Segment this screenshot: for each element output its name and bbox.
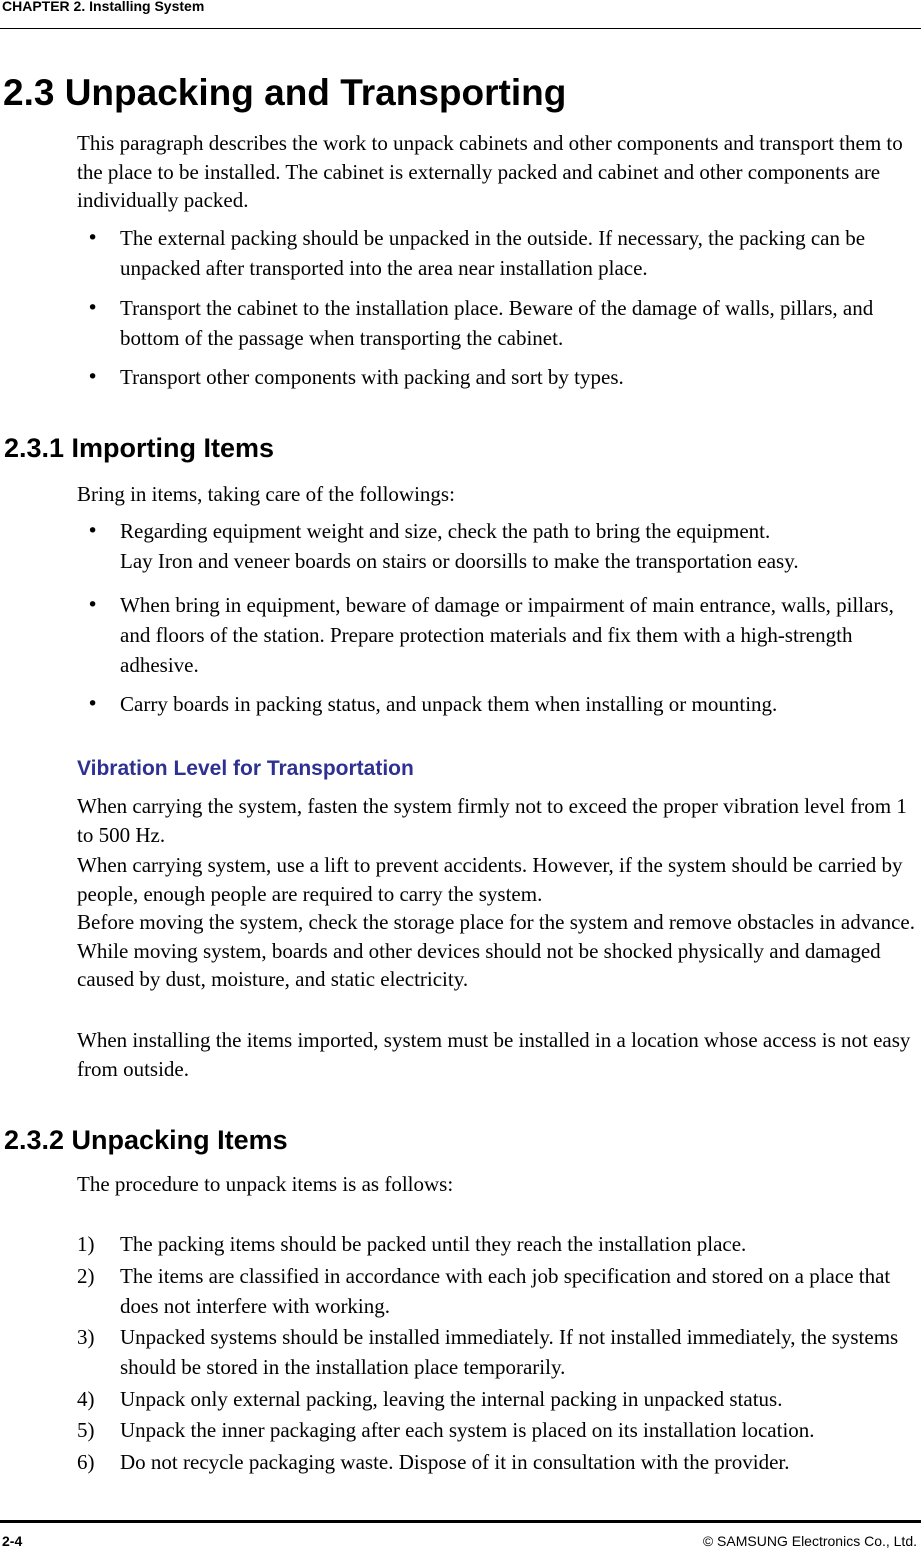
vibration-paragraph: When installing the items imported, system must be installed in a location whose access is not easy from outside. — [77, 1028, 911, 1081]
step-text: The items are classified in accordance with each job specification and stored on a place that does not interfere with working. — [120, 1264, 891, 1318]
list-item — [77, 516, 917, 576]
bullet-icon: • — [87, 366, 99, 388]
numbered-step — [77, 1229, 917, 1259]
numbered-step — [77, 1322, 917, 1382]
section-intro: This paragraph describes the work to unpack cabinets and other components and transport them to the place to be installed. The cabinet is externally packed and cabinet and other components are individually packed. — [77, 131, 903, 212]
subsection-title-unpacking: 2.3.2 Unpacking Items — [4, 1125, 288, 1155]
step-text: The packing items should be packed until they reach the installation place. — [120, 1232, 747, 1256]
step-number: 2) — [77, 1264, 95, 1288]
vibration-paragraph: When carrying system, use a lift to prevent accidents. However, if the system should be carried by people, enough people are required to carry the system. — [77, 853, 903, 906]
vibration-paragraph: When carrying the system, fasten the system firmly not to exceed the proper vibration level from 1 to 500 Hz. — [77, 794, 907, 847]
bullet-icon: • — [87, 297, 99, 319]
unpacking-intro: The procedure to unpack items is as follows: — [77, 1172, 454, 1196]
list-item — [77, 223, 917, 283]
numbered-step — [77, 1447, 917, 1477]
list-item — [77, 590, 917, 680]
vibration-paragraph: Before moving the system, check the storage place for the system and remove obstacles in advance. While moving system, boards and other devices should not be shocked physically and damaged caused by dust, moisture, and static electricity. — [77, 910, 915, 991]
list-item — [77, 689, 917, 719]
section-title: 2.3 Unpacking and Transporting — [3, 72, 567, 113]
step-text: Do not recycle packaging waste. Dispose of it in consultation with the provider. — [120, 1450, 790, 1474]
list-item-text: Transport the cabinet to the installation place. Beware of the damage of walls, pillars, and bottom of the passage when transporting the cabinet. — [120, 296, 874, 350]
subsection-title-importing: 2.3.1 Importing Items — [4, 433, 275, 463]
bullet-icon: • — [87, 227, 99, 249]
step-number: 4) — [77, 1387, 95, 1411]
vibration-heading: Vibration Level for Transportation — [77, 757, 414, 780]
list-item-line: Lay Iron and veneer boards on stairs or doorsills to make the transportation easy. — [120, 549, 799, 573]
step-number: 6) — [77, 1450, 95, 1474]
step-text: Unpack the inner packaging after each system is placed on its installation location. — [120, 1418, 815, 1442]
list-item — [77, 293, 917, 353]
copyright-notice: © SAMSUNG Electronics Co., Ltd. — [702, 1533, 917, 1549]
page-number: 2-4 — [2, 1533, 23, 1549]
importing-intro: Bring in items, taking care of the followings: — [77, 482, 455, 506]
numbered-step — [77, 1384, 917, 1414]
list-item-line: Regarding equipment weight and size, check the path to bring the equipment. — [120, 519, 771, 543]
list-item-text: Transport other components with packing and sort by types. — [120, 365, 624, 389]
step-text: Unpack only external packing, leaving the internal packing in unpacked status. — [120, 1387, 783, 1411]
list-item-text: When bring in equipment, beware of damage or impairment of main entrance, walls, pillars, and floors of the station. Prepare protection materials and fix them with a high-strength adhesive. — [120, 593, 894, 677]
list-item — [77, 362, 917, 392]
step-number: 1) — [77, 1232, 95, 1256]
numbered-step — [77, 1261, 917, 1321]
step-text: Unpacked systems should be installed immediately. If not installed immediately, the systems should be stored in the installation place temporarily. — [120, 1325, 899, 1379]
page-footer — [0, 1520, 921, 1554]
bullet-icon: • — [87, 594, 99, 616]
bullet-icon: • — [87, 693, 99, 715]
numbered-step — [77, 1415, 917, 1445]
step-number: 5) — [77, 1418, 95, 1442]
list-item-text: Carry boards in packing status, and unpack them when installing or mounting. — [120, 692, 778, 716]
bullet-icon: • — [87, 520, 99, 542]
list-item-text: The external packing should be unpacked in the outside. If necessary, the packing can be unpacked after transported into the area near installation place. — [120, 226, 866, 280]
chapter-title: CHAPTER 2. Installing System — [2, 0, 205, 14]
step-number: 3) — [77, 1325, 95, 1349]
page-header — [0, 0, 921, 29]
